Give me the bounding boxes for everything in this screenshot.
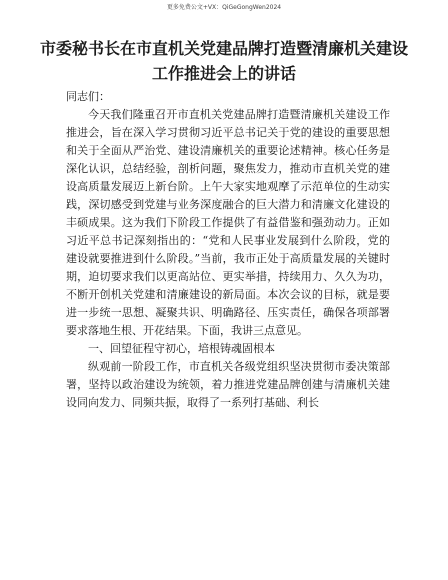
salutation: 同志们： [66,90,110,103]
document-body [66,88,390,412]
body-paragraph: 今天我们隆重召开市直机关党建品牌打造暨清廉机关建设工作推进会，旨在深入学习贯彻习近平总书记关于党的建设的重要思想和关于全面从严治党、建设清廉机关的重要论述精神。核心任务是深化认识，总结经验，剖析问题，聚焦发力，推动市直机关党的建设高质量发展迈上新台阶。上午大家实地观摩了示范单位的生动实践，深切感受到党建与业务深度融合的巨大潜力和清廉文化建设的丰硕成果。这为我们下阶段工作提供了有益借鉴和强劲动力。正如习近平总书记深刻指出的：“党和人民事业发展到什么阶段，党的建设就要推进到什么阶段。”当前，我市正处于高质量发展的关键时期，迫切要求我们以更高站位、更实举措，持续用力、久久为功，不断开创机关党建和清廉建设的新局面。本次会议的目标，就是要进一步统一思想、凝聚共识、明确路径、压实责任，确保各项部署要求落地生根、开花结果。下面，我讲三点意见。 [66,108,390,337]
body-paragraph-continued: 纵观前一阶段工作，市直机关各级党组织坚决贯彻市委决策部署，坚持以政治建设为统领，着力推进党建品牌创建与清廉机关建设同向发力、同频共振，取得了一系列打基础、利长 [66,360,390,409]
document-title: 市委秘书长在市直机关党建品牌打造暨清廉机关建设工作推进会上的讲话 [40,39,409,83]
header-note: 更多免费公文+VX：QiGeGongWen2024 [166,4,282,11]
section-heading: 一、回望征程守初心，培根铸魂固根本 [88,342,275,355]
